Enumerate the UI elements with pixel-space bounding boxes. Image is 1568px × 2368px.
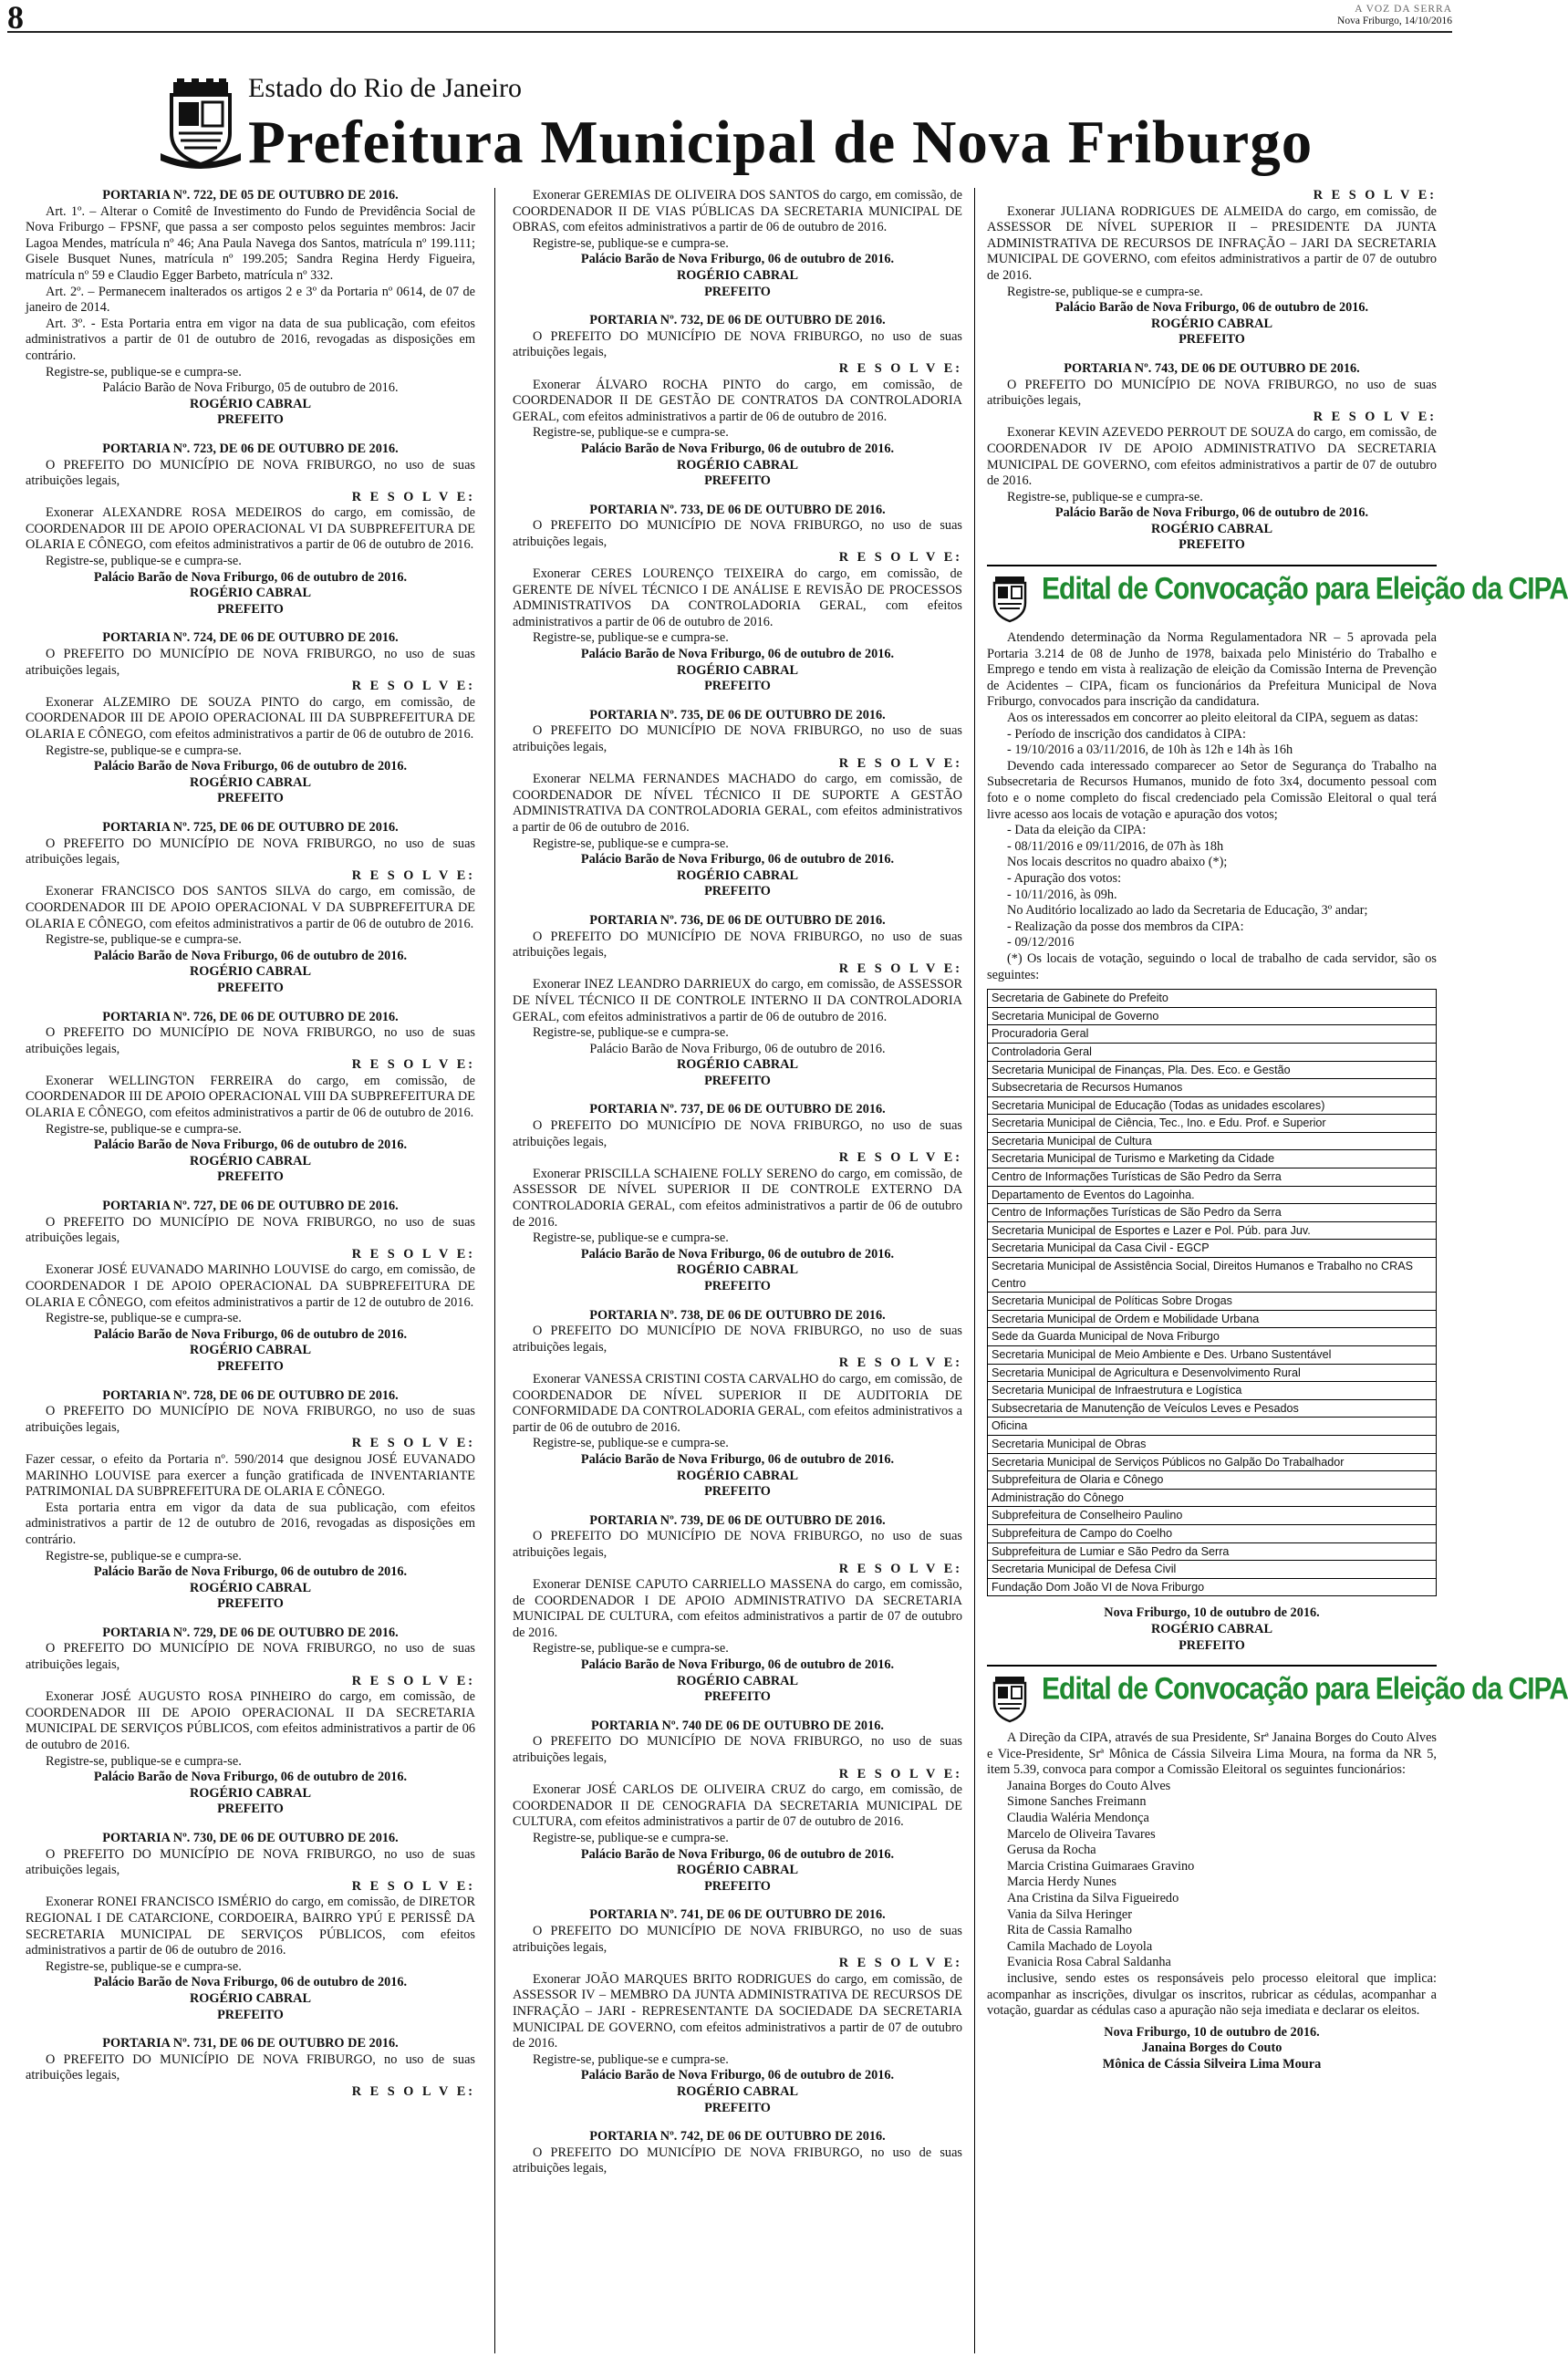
voting-location-row: Controladoria Geral [988,1044,1436,1062]
resolve-label: R E S O L V E: [838,1561,962,1576]
register-line: Registre-se, publique-se e cumpra-se. [533,1231,729,1246]
edital-paragraph: Devendo cada interessado comparecer ao Setor de Segurança do Trabalho na Subsecretaria de Recursos Humanos, munido de foto 3x4, documento pessoal com foto e o nome completo do fiscal credenciado pela Comissão Eleitoral o qual terá livre acesso aos locais de votação e apuração dos votos; [987,758,1437,822]
newspaper-name: A VOZ DA SERRA [1355,4,1452,15]
register-line: Registre-se, publique-se e cumpra-se. [46,364,242,379]
portaria-731 [26,2036,475,2100]
portaria-737 [513,1102,962,1294]
edital-title: Edital de Convocação para Eleição da CIPA [1042,571,1568,607]
preamble: O PREFEITO DO MUNICÍPIO DE NOVA FRIBURGO, no uso de suas atribuições legais, [513,723,962,754]
palace-line: Palácio Barão de Nova Friburgo, 06 de outubro de 2016. [1054,300,1369,316]
portaria-title: PORTARIA Nº. 732, DE 06 DE OUTUBRO DE 2016. [589,313,886,328]
portaria-title: PORTARIA Nº. 737, DE 06 DE OUTUBRO DE 2016. [589,1102,886,1117]
voting-location-row: Secretaria Municipal de Meio Ambiente e Des. Urbano Sustentável [988,1346,1436,1365]
signature-role: PREFEITO [1179,537,1245,553]
portaria-title: PORTARIA Nº. 738, DE 06 DE OUTUBRO DE 2016. [589,1307,886,1323]
state-name: Estado do Rio de Janeiro [248,73,522,103]
signature-role: PREFEITO [217,791,284,806]
resolve-label: R E S O L V E: [838,360,962,376]
voting-location-row: Secretaria Municipal de Defesa Civil [988,1561,1436,1579]
commission-member-name: Marcelo de Oliveira Tavares [1007,1826,1156,1842]
signature-name: Janaina Borges do Couto [1141,2041,1282,2056]
resolve-label: R E S O L V E: [351,867,475,883]
signature-role: PREFEITO [704,284,771,299]
signature-name: ROGÉRIO CABRAL [676,1863,799,1878]
portaria-title: PORTARIA Nº. 724, DE 06 DE OUTUBRO DE 2016. [102,630,399,646]
schedule-line: - 19/10/2016 a 03/11/2016, de 10h às 12h e 14h às 16h [1007,743,1293,758]
portaria-text: Exonerar CERES LOURENÇO TEIXEIRA do cargo, em comissão, de GERENTE DE NÍVEL TÉCNICO I DE ANÁLISE E REVISÃO DE PROCESSOS ADMINISTRATIVOS DA CONTROLADORIA GERAL, com efeitos administrativos a partir de 06 de outubro de 2016. [513,566,962,629]
city-coat-of-arms-icon [155,77,246,168]
resolve-label: R E S O L V E: [838,1956,962,1971]
palace-line: Palácio Barão de Nova Friburgo, 06 de outubro de 2016. [580,1846,895,1862]
voting-location-row: Secretaria Municipal de Agricultura e Desenvolvimento Rural [988,1365,1436,1383]
portaria-731-continued [513,188,962,300]
register-line: Registre-se, publique-se e cumpra-se. [1007,284,1203,299]
register-line: Registre-se, publique-se e cumpra-se. [46,1548,242,1563]
signature-name: ROGÉRIO CABRAL [676,1262,799,1278]
portaria-text: Exonerar JULIANA RODRIGUES DE ALMEIDA do cargo, em comissão, de ASSESSOR DE NÍVEL SUPERIOR II – PRESIDENTE DA JUNTA ADMINISTRATIVA DE RECURSOS DE INFRAÇÃO – JARI DA SECRETARIA MUNICIPAL DE GOVERNO, com efeitos administrativos a partir de 07 de outubro de 2016. [987,203,1437,283]
portaria-text: Exonerar JOSÉ CARLOS DE OLIVEIRA CRUZ do cargo, em comissão, de COORDENADOR II DE CENOGRAFIA DA SECRETARIA MUNICIPAL DE CULTURA, com efeitos administrativos a partir de 07 de outubro de 2016. [513,1782,962,1830]
commission-member-name: Evanicia Rosa Cabral Saldanha [1007,1955,1171,1970]
register-line: Registre-se, publique-se e cumpra-se. [46,554,242,569]
signature-name: ROGÉRIO CABRAL [189,396,312,411]
portaria-title: PORTARIA Nº. 740 DE 06 DE OUTUBRO DE 2016. [591,1718,884,1733]
portaria-text: Exonerar JOSÉ EUVANADO MARINHO LOUVISE do cargo, em comissão, de COORDENADOR I DE APOIO OPERACIONAL DA SUBPREFEITURA DE OLARIA E CÔNEGO, com efeitos administrativos a partir de 12 de outubro de 2016. [26,1262,475,1310]
portaria-text: Exonerar ALEXANDRE ROSA MEDEIROS do cargo, em comissão, de COORDENADOR III DE APOIO OPERACIONAL VI DA SUBPREFEITURA DE OLARIA E CÔNEGO, com efeitos administrativos a partir de 06 de outubro de 2016. [26,505,475,553]
preamble: O PREFEITO DO MUNICÍPIO DE NOVA FRIBURGO, no uso de suas atribuições legais, [26,1025,475,1056]
resolve-label: R E S O L V E: [351,1878,475,1894]
palace-line: Palácio Barão de Nova Friburgo, 06 de outubro de 2016. [93,569,408,585]
palace-line: Palácio Barão de Nova Friburgo, 06 de outubro de 2016. [580,1246,895,1262]
palace-line: Palácio Barão de Nova Friburgo, 06 de outubro de 2016. [580,252,895,267]
portaria-729 [26,1625,475,1818]
portaria-text: Exonerar RONEI FRANCISCO ISMÉRIO do cargo, em comissão, de DIRETOR REGIONAL I DE CATARCIONE, CORDOEIRA, BAIRRO YPÚ E PERISSÊ DA SECRETARIA MUNICIPAL DE SERVIÇOS PÚBLICOS, com efeitos administrativos a partir de 06 de outubro de 2016. [26,1895,475,1958]
preamble: O PREFEITO DO MUNICÍPIO DE NOVA FRIBURGO, no uso de suas atribuições legais, [513,1923,962,1955]
portaria-text: Exonerar NELMA FERNANDES MACHADO do cargo, em comissão, de COORDENADOR DE NÍVEL TÉCNICO II DE SUPORTE A GESTÃO ADMINISTRATIVA DA CONTROLADORIA GERAL, com efeitos administrativos a partir de 06 de outubro de 2016. [513,772,962,835]
signature-name: ROGÉRIO CABRAL [189,1580,312,1595]
palace-line: Palácio Barão de Nova Friburgo, 06 de outubro de 2016. [580,1451,895,1467]
signature-role: PREFEITO [217,1358,284,1374]
portaria-text: Exonerar JOSÉ AUGUSTO ROSA PINHEIRO do cargo, em comissão, de COORDENADOR III DE APOIO OPERACIONAL II DA SECRETARIA MUNICIPAL DE SERVIÇOS PÚBLICOS, com efeitos administrativos a partir de 06 de outubro de 2016. [26,1689,475,1753]
signature-name: ROGÉRIO CABRAL [676,2083,799,2099]
palace-line: Palácio Barão de Nova Friburgo, 06 de outubro de 2016. [93,1326,408,1342]
portaria-741 [513,1907,962,2116]
commission-member-name: Claudia Waléria Mendonça [1007,1811,1149,1826]
portaria-725 [26,820,475,997]
city-coat-of-arms-icon [987,574,1033,623]
signature-role: PREFEITO [704,1689,771,1705]
portaria-title: PORTARIA Nº. 743, DE 06 DE OUTUBRO DE 2016. [1064,360,1360,376]
edital-date: Nova Friburgo, 10 de outubro de 2016. [1104,1605,1320,1621]
signature-role: PREFEITO [217,601,284,617]
register-line: Registre-se, publique-se e cumpra-se. [533,836,729,851]
article-text: Art. 2º. – Permanecem inalterados os artigos 2 e 3º da Portaria nº 0614, de 07 de janeiro de 2014. [26,284,475,316]
portaria-738 [513,1308,962,1501]
voting-location-row: Sede da Guarda Municipal de Nova Friburgo [988,1328,1436,1346]
portaria-title: PORTARIA Nº. 723, DE 06 DE OUTUBRO DE 2016. [102,441,399,456]
signature-name: ROGÉRIO CABRAL [189,1990,312,2006]
register-line: Registre-se, publique-se e cumpra-se. [533,425,729,441]
column-divider [974,188,975,2353]
schedule-line: - 08/11/2016 e 09/11/2016, de 07h às 18h [1007,838,1224,854]
commission-member-name: Rita de Cassia Ramalho [1007,1923,1132,1938]
voting-location-row: Subprefeitura de Conselheiro Paulino [988,1507,1436,1525]
resolve-label: R E S O L V E: [838,1766,962,1781]
palace-line: Palácio Barão de Nova Friburgo, 06 de outubro de 2016. [93,1770,408,1785]
masthead [155,40,1314,177]
portaria-722 [26,188,475,429]
palace-line: Palácio Barão de Nova Friburgo, 06 de outubro de 2016. [580,2068,895,2083]
signature-name: ROGÉRIO CABRAL [1150,316,1273,331]
signature-role: PREFEITO [704,679,771,694]
commission-member-name: Simone Sanches Freimann [1007,1794,1147,1810]
register-line: Registre-se, publique-se e cumpra-se. [46,1311,242,1326]
register-line: Registre-se, publique-se e cumpra-se. [46,932,242,948]
voting-location-row: Secretaria Municipal de Educação (Todas as unidades escolares) [988,1097,1436,1116]
voting-location-row: Oficina [988,1418,1436,1436]
voting-location-row: Secretaria Municipal de Ciência, Tec., Ino. e Edu. Prof. e Superior [988,1115,1436,1133]
column-3 [987,188,1568,2357]
schedule-line: - Apuração dos votos: [1007,870,1122,886]
portaria-title: PORTARIA Nº. 722, DE 05 DE OUTUBRO DE 2016. [102,188,399,203]
resolve-label: R E S O L V E: [838,1355,962,1371]
portaria-text: Exonerar KEVIN AZEVEDO PERROUT DE SOUZA do cargo, em comissão, de COORDENADOR IV DE APOIO ADMINISTRATIVO DA SECRETARIA MUNICIPAL DE GOVERNO, com efeitos administrativos a partir de 07 de outubro de 2016. [987,425,1437,489]
resolve-label: R E S O L V E: [351,679,475,694]
masthead-title: Prefeitura Municipal de Nova Friburgo [248,109,1314,176]
signature-role: PREFEITO [217,1596,284,1612]
voting-location-row: Subsecretaria de Manutenção de Veículos Leves e Pesados [988,1400,1436,1418]
signature-role: PREFEITO [1179,1637,1245,1653]
page-header [7,0,1452,36]
signature-role: PREFEITO [217,1802,284,1817]
signature-role: PREFEITO [704,473,771,489]
preamble: O PREFEITO DO MUNICÍPIO DE NOVA FRIBURGO, no uso de suas atribuições legais, [513,2145,962,2176]
voting-location-row: Secretaria Municipal de Governo [988,1008,1436,1026]
palace-line: Palácio Barão de Nova Friburgo, 06 de outubro de 2016. [93,759,408,774]
register-line: Registre-se, publique-se e cumpra-se. [533,2051,729,2067]
signature-name: ROGÉRIO CABRAL [676,1468,799,1483]
signature-role: PREFEITO [704,1279,771,1293]
portaria-739 [513,1513,962,1706]
voting-location-row: Secretaria Municipal da Casa Civil - EGCP [988,1240,1436,1258]
voting-location-row: Subprefeitura de Campo do Coelho [988,1525,1436,1543]
voting-location-row: Secretaria Municipal de Cultura [988,1133,1436,1151]
preamble: O PREFEITO DO MUNICÍPIO DE NOVA FRIBURGO, no uso de suas atribuições legais, [513,518,962,549]
portaria-text: Exonerar PRISCILLA SCHAIENE FOLLY SERENO do cargo, em comissão, de ASSESSOR DE NÍVEL SUPERIOR II DE CONTROLE EXTERNO DA CONTROLADORIA GERAL, com efeitos administrativos a partir de 06 de outubro de 2016. [513,1166,962,1230]
signature-name: Mônica de Cássia Silveira Lima Moura [1102,2056,1322,2072]
portaria-title: PORTARIA Nº. 739, DE 06 DE OUTUBRO DE 2016. [589,1512,886,1528]
preamble: O PREFEITO DO MUNICÍPIO DE NOVA FRIBURGO, no uso de suas atribuições legais, [513,1529,962,1560]
schedule-line: - 10/11/2016, às 09h. [1007,887,1117,902]
resolve-label: R E S O L V E: [838,1150,962,1166]
palace-line: Palácio Barão de Nova Friburgo, 06 de outubro de 2016. [93,1564,408,1580]
resolve-label: R E S O L V E: [351,2083,475,2099]
commission-member-name: Janaina Borges do Couto Alves [1007,1778,1171,1793]
portaria-title: PORTARIA Nº. 725, DE 06 DE OUTUBRO DE 2016. [102,819,399,835]
edital-cipa-commission [987,1671,1568,2072]
signature-role: PREFEITO [217,412,284,428]
voting-location-row: Subprefeitura de Olaria e Cônego [988,1471,1436,1490]
schedule-line: - 09/12/2016 [1007,935,1075,950]
portaria-text: Exonerar GEREMIAS DE OLIVEIRA DOS SANTOS do cargo, em comissão, de COORDENADOR II DE VIAS PÚBLICAS DA SECRETARIA MUNICIPAL DE OBRAS, com efeitos administrativos a partir de 06 de outubro de 2016. [513,188,962,235]
signature-role: PREFEITO [704,2100,771,2115]
portaria-text: Exonerar ALZEMIRO DE SOUZA PINTO do cargo, em comissão, de COORDENADOR III DE APOIO OPERACIONAL III DA SUBPREFEITURA DE OLARIA E CÔNEGO, com efeitos administrativos a partir de 06 de outubro de 2016. [26,694,475,742]
column-divider [494,188,495,2353]
voting-location-row: Fundação Dom João VI de Nova Friburgo [992,1580,1205,1594]
register-line: Registre-se, publique-se e cumpra-se. [533,235,729,251]
signature-role: PREFEITO [704,1878,771,1894]
signature-name: ROGÉRIO CABRAL [676,267,799,283]
commission-member-name: Ana Cristina da Silva Figueiredo [1007,1891,1179,1906]
preamble: O PREFEITO DO MUNICÍPIO DE NOVA FRIBURGO, no uso de suas atribuições legais, [26,2051,475,2083]
portaria-title: PORTARIA Nº. 731, DE 06 DE OUTUBRO DE 2016. [102,2036,399,2051]
voting-location-row: Subsecretaria de Recursos Humanos [988,1079,1436,1097]
edital-banner [987,1671,1568,1725]
portaria-text: Exonerar VANESSA CRISTINI COSTA CARVALHO do cargo, em comissão, de COORDENADOR DE NÍVEL SUPERIOR II DE AUDITORIA DE CONFORMIDADE DA CONTROLADORIA GERAL, com efeitos administrativos a partir de 06 de outubro de 2016. [513,1371,962,1435]
signature-name: ROGÉRIO CABRAL [189,1343,312,1358]
signature-name: ROGÉRIO CABRAL [676,457,799,473]
signature-role: PREFEITO [217,980,284,995]
page-number: 8 [7,0,24,36]
article-text: Art. 3º. - Esta Portaria entra em vigor na data de sua publicação, com efeitos administrativos a partir de 01 de outubro de 2016, revogadas as disposições em contrário. [26,316,475,363]
voting-location-row: Secretaria Municipal de Políticas Sobre Drogas [988,1293,1436,1311]
portaria-text: Fazer cessar, o efeito da Portaria nº. 590/2014 que designou JOSÉ EUVANADO MARINHO LOUVISE para exercer a função gratificada de INVENTARIANTE PATRIMONIAL DA SUBPREFEITURA DE OLARIA E CÔNEGO. [26,1451,475,1500]
voting-location-row: Secretaria Municipal de Assistência Social, Direitos Humanos e Trabalho no CRAS Centro [988,1258,1436,1293]
portaria-title: PORTARIA Nº. 728, DE 06 DE OUTUBRO DE 2016. [102,1387,399,1403]
palace-line: Palácio Barão de Nova Friburgo, 06 de outubro de 2016. [93,1137,408,1153]
resolve-label: R E S O L V E: [351,489,475,504]
publication-info [1337,4,1452,27]
portaria-title: PORTARIA Nº. 742, DE 06 DE OUTUBRO DE 2016. [589,2129,886,2145]
preamble: O PREFEITO DO MUNICÍPIO DE NOVA FRIBURGO, no uso de suas atribuições legais, [26,647,475,678]
voting-location-row: Secretaria de Gabinete do Prefeito [988,990,1436,1008]
commission-member-name: Gerusa da Rocha [1007,1843,1096,1858]
signature-name: ROGÉRIO CABRAL [189,964,312,980]
register-line: Registre-se, publique-se e cumpra-se. [1007,489,1203,504]
signature-role: PREFEITO [704,1073,771,1088]
signature-name: ROGÉRIO CABRAL [189,1153,312,1168]
portaria-text: Exonerar JOÃO MARQUES BRITO RODRIGUES do cargo, em comissão, de ASSESSOR IV – MEMBRO DA JUNTA ADMINISTRATIVA DE RECURSOS DE INFRAÇÃO – JARI - REPRESENTANTE DA SOCIEDADE DA SECRETARIA MUNICIPAL DE GOVERNO, com efeitos administrativos a partir de 07 de outubro de 2016. [513,1971,962,2051]
preamble: O PREFEITO DO MUNICÍPIO DE NOVA FRIBURGO, no uso de suas atribuições legais, [26,836,475,867]
register-line: Registre-se, publique-se e cumpra-se. [46,1121,242,1137]
portaria-title: PORTARIA Nº. 730, DE 06 DE OUTUBRO DE 2016. [102,1831,399,1845]
signature-name: ROGÉRIO CABRAL [676,867,799,883]
signature-role: PREFEITO [217,2007,284,2022]
palace-line: Palácio Barão de Nova Friburgo, 05 de outubro de 2016. [102,380,399,396]
portaria-733 [513,503,962,695]
portaria-736 [513,913,962,1090]
edital-banner [987,571,1568,625]
register-line: Registre-se, publique-se e cumpra-se. [46,1958,242,1974]
preamble: O PREFEITO DO MUNICÍPIO DE NOVA FRIBURGO, no uso de suas atribuições legais, [987,377,1437,409]
palace-line: Palácio Barão de Nova Friburgo, 06 de outubro de 2016. [93,1975,408,1990]
voting-location-row: Procuradoria Geral [988,1025,1436,1044]
portaria-728 [26,1388,475,1613]
voting-location-row: Secretaria Municipal de Esportes e Lazer e Pol. Púb. para Juv. [988,1222,1436,1241]
edital-paragraph: Aos os interessados em concorrer ao pleito eleitoral da CIPA, seguem as datas: [1007,711,1418,726]
portaria-title: PORTARIA Nº. 726, DE 06 DE OUTUBRO DE 2016. [102,1009,399,1024]
voting-location-row: Departamento de Eventos do Lagoinha. [988,1187,1436,1205]
register-line: Registre-se, publique-se e cumpra-se. [533,1436,729,1451]
portaria-742 [513,2129,962,2177]
portaria-742-continued [987,188,1437,348]
resolve-label: R E S O L V E: [351,1246,475,1262]
edital-title: Edital de Convocação para Eleição da CIPA [1042,1671,1568,1707]
signature-name: ROGÉRIO CABRAL [189,586,312,601]
section-divider [987,565,1437,566]
portaria-730 [26,1831,475,2023]
preamble: O PREFEITO DO MUNICÍPIO DE NOVA FRIBURGO, no uso de suas atribuições legais, [26,1404,475,1435]
palace-line: Palácio Barão de Nova Friburgo, 06 de outubro de 2016. [1054,505,1369,521]
voting-location-row: Secretaria Municipal de Obras [988,1436,1436,1454]
portaria-text: Exonerar FRANCISCO DOS SANTOS SILVA do cargo, em comissão, de COORDENADOR III DE APOIO OPERACIONAL V DA SUBPREFEITURA DE OLARIA E CÔNEGO, com efeitos administrativos a partir de 06 de outubro de 2016. [26,884,475,931]
preamble: O PREFEITO DO MUNICÍPIO DE NOVA FRIBURGO, no uso de suas atribuições legais, [513,328,962,360]
portaria-735 [513,708,962,900]
palace-line: Palácio Barão de Nova Friburgo, 06 de outubro de 2016. [589,1041,886,1056]
schedule-line: Nos locais descritos no quadro abaixo (*); [1007,855,1228,870]
edital-paragraph: inclusive, sendo estes os responsáveis pelo processo eleitoral que implica: acompanhar as inscrições, divulgar os inscritos, rubricar as cédulas, acompanhar a votação, guardar as cédulas caso a apuração não seja imediata e declarar os eleitos. [987,1971,1437,2019]
palace-line: Palácio Barão de Nova Friburgo, 06 de outubro de 2016. [580,1657,895,1673]
edital-paragraph: A Direção da CIPA, através de sua Presidente, Srª Janaina Borges do Couto Alves e Vice-Presidente, Srª Mônica de Cássia Silveira Lima Moura, na forma da NR 5, item 5.39, convoca para compor a Comissão Eleitoral os seguintes funcionários: [987,1730,1437,1778]
signature-name: ROGÉRIO CABRAL [189,1785,312,1801]
portaria-740 [513,1719,962,1895]
portaria-text: Esta portaria entra em vigor da data de sua publicação, com efeitos administrativos a partir de 12 de outubro de 2016, revogadas as disposições em contrário. [26,1500,475,1547]
edital-cipa-elections [987,571,1568,1654]
palace-line: Palácio Barão de Nova Friburgo, 06 de outubro de 2016. [580,647,895,662]
commission-member-name: Vania da Silva Heringer [1007,1906,1132,1922]
voting-location-row: Secretaria Municipal de Finanças, Pla. Des. Eco. e Gestão [988,1062,1436,1080]
signature-role: PREFEITO [704,1484,771,1500]
commission-member-name: Marcia Cristina Guimaraes Gravino [1007,1858,1195,1874]
edital-paragraph: (*) Os locais de votação, seguindo o local de trabalho de cada servidor, são os seguintes: [987,950,1437,982]
portaria-text: Exonerar INEZ LEANDRO DARRIEUX do cargo, em comissão, de ASSESSOR DE NÍVEL TÉCNICO II DE CONTROLE INTERNO II DA CONTROLADORIA GERAL, com efeitos administrativos a partir de 06 de outubro de 2016. [513,977,962,1024]
portaria-727 [26,1199,475,1376]
resolve-label: R E S O L V E: [351,1673,475,1688]
edital-paragraph: Atendendo determinação da Norma Regulamentadora NR – 5 aprovada pela Portaria 3.214 de 08 de Junho de 1978, baixada pelo Ministério do Trabalho e Emprego e tendo em vista à realização de eleição da Comissão Interna de Prevenção de Acidentes – CIPA, ficam os funcionários da Prefeitura Municipal de Nova Friburgo, convocados para inscrição da candidatura. [987,630,1437,710]
preamble: O PREFEITO DO MUNICÍPIO DE NOVA FRIBURGO, no uso de suas atribuições legais, [513,1324,962,1355]
column-1 [26,188,475,2357]
portaria-text: Exonerar WELLINGTON FERREIRA do cargo, em comissão, de COORDENADOR III DE APOIO OPERACIONAL VIII DA SUBPREFEITURA DE OLARIA E CÔNEGO, com efeitos administrativos a partir de 06 de outubro de 2016. [26,1073,475,1121]
commission-members-list [987,1779,1437,1971]
portaria-title: PORTARIA Nº. 727, DE 06 DE OUTUBRO DE 2016. [102,1199,399,1214]
voting-location-row: Centro de Informações Turísticas de São Pedro da Serra [988,1204,1436,1222]
edital-date: Nova Friburgo, 10 de outubro de 2016. [1104,2024,1320,2040]
signature-name: ROGÉRIO CABRAL [676,1057,799,1073]
portaria-title: PORTARIA Nº. 735, DE 06 DE OUTUBRO DE 2016. [589,707,886,722]
palace-line: Palácio Barão de Nova Friburgo, 06 de outubro de 2016. [93,948,408,963]
register-line: Registre-se, publique-se e cumpra-se. [46,743,242,758]
signature-role: PREFEITO [704,884,771,899]
portaria-732 [513,313,962,490]
signature-name: ROGÉRIO CABRAL [676,1673,799,1688]
preamble: O PREFEITO DO MUNICÍPIO DE NOVA FRIBURGO, no uso de suas atribuições legais, [513,1118,962,1149]
portaria-text: Exonerar DENISE CAPUTO CARRIELLO MASSENA do cargo, em comissão, de COORDENADOR I DE APOIO ADMINISTRATIVO DA SECRETARIA MUNICIPAL DE CULTURA, com efeitos administrativos a partir de 07 de outubro de 2016. [513,1577,962,1640]
voting-location-row: Secretaria Municipal de Ordem e Mobilidade Urbana [988,1311,1436,1329]
signature-name: ROGÉRIO CABRAL [676,662,799,678]
resolve-label: R E S O L V E: [351,1436,475,1451]
signature-name: ROGÉRIO CABRAL [1150,521,1273,536]
preamble: O PREFEITO DO MUNICÍPIO DE NOVA FRIBURGO, no uso de suas atribuições legais, [26,1641,475,1673]
voting-location-row: Administração do Cônego [988,1490,1436,1508]
voting-location-row: Centro de Informações Turísticas de São Pedro da Serra [988,1168,1436,1187]
portaria-text: Exonerar ÁLVARO ROCHA PINTO do cargo, em comissão, de COORDENADOR II DE GESTÃO DE CONTRATOS DA CONTROLADORIA GERAL, com efeitos administrativos a partir de 06 de outubro de 2016. [513,377,962,424]
portaria-743 [987,361,1437,554]
preamble: O PREFEITO DO MUNICÍPIO DE NOVA FRIBURGO, no uso de suas atribuições legais, [513,1734,962,1766]
portaria-724 [26,630,475,807]
portaria-title: PORTARIA Nº. 733, DE 06 DE OUTUBRO DE 2016. [589,502,886,517]
voting-location-row: Subprefeitura de Lumiar e São Pedro da Serra [988,1543,1436,1562]
preamble: O PREFEITO DO MUNICÍPIO DE NOVA FRIBURGO, no uso de suas atribuições legais, [26,457,475,489]
schedule-line: - Realização da posse dos membros da CIPA: [1007,919,1244,934]
edition-date: Nova Friburgo, 14/10/2016 [1337,16,1452,26]
article-text: Art. 1º. – Alterar o Comitê de Investimento do Fundo de Previdência Social de Nova Friburgo – FPSNF, que passa a ser composto pelos seguintes membros: Jacir Lagoa Mendes, matrícula nº 46; Ana Paula Navega dos Santos, matrícula nº 199.111; Gisele Busquet Nunes, matrícula nº 199.205; Sandra Regina Herdy Figueira, matrícula nº 59 e Claudio Egger Barbeto, matrícula nº 332. [26,203,475,283]
signature-role: PREFEITO [1179,332,1245,348]
commission-member-name: Camila Machado de Loyola [1007,1938,1153,1954]
portaria-title: PORTARIA Nº. 736, DE 06 DE OUTUBRO DE 2016. [589,912,886,928]
register-line: Registre-se, publique-se e cumpra-se. [533,1831,729,1845]
portaria-title: PORTARIA Nº. 729, DE 06 DE OUTUBRO DE 2016. [102,1625,399,1640]
register-line: Registre-se, publique-se e cumpra-se. [533,630,729,646]
voting-location-row: Secretaria Municipal de Turismo e Marketing da Cidade [988,1150,1436,1168]
section-divider [987,1665,1437,1667]
voting-location-row: Secretaria Municipal de Serviços Públicos no Galpão Do Trabalhador [988,1454,1436,1472]
schedule-line: - Período de inscrição dos candidatos à CIPA: [1007,726,1246,742]
register-line: Registre-se, publique-se e cumpra-se. [46,1753,242,1769]
palace-line: Palácio Barão de Nova Friburgo, 06 de outubro de 2016. [580,852,895,867]
resolve-label: R E S O L V E: [1313,188,1437,203]
column-2 [513,188,962,2357]
register-line: Registre-se, publique-se e cumpra-se. [533,1641,729,1657]
signature-role: PREFEITO [217,1169,284,1185]
palace-line: Palácio Barão de Nova Friburgo, 06 de outubro de 2016. [580,441,895,456]
signature-name: ROGÉRIO CABRAL [189,774,312,790]
preamble: O PREFEITO DO MUNICÍPIO DE NOVA FRIBURGO, no uso de suas atribuições legais, [26,1846,475,1878]
schedule-line: No Auditório localizado ao lado da Secretaria de Educação, 3º andar; [1007,903,1368,919]
portaria-726 [26,1010,475,1187]
preamble: O PREFEITO DO MUNICÍPIO DE NOVA FRIBURGO, no uso de suas atribuições legais, [513,929,962,961]
resolve-label: R E S O L V E: [1313,409,1437,424]
register-line: Registre-se, publique-se e cumpra-se. [533,1025,729,1041]
resolve-label: R E S O L V E: [838,550,962,566]
resolve-label: R E S O L V E: [351,1057,475,1073]
voting-location-row: Secretaria Municipal de Infraestrutura e Logística [988,1382,1436,1400]
voting-locations-table [987,989,1437,1596]
schedule-line: - Data da eleição da CIPA: [1007,823,1147,838]
portaria-title: PORTARIA Nº. 741, DE 06 DE OUTUBRO DE 2016. [589,1907,886,1923]
resolve-label: R E S O L V E: [838,755,962,771]
signature-name: ROGÉRIO CABRAL [1150,1621,1273,1636]
preamble: O PREFEITO DO MUNICÍPIO DE NOVA FRIBURGO, no uso de suas atribuições legais, [26,1214,475,1246]
city-coat-of-arms-icon [987,1674,1033,1723]
commission-member-name: Marcia Herdy Nunes [1007,1875,1116,1890]
portaria-723 [26,441,475,618]
resolve-label: R E S O L V E: [838,961,962,976]
